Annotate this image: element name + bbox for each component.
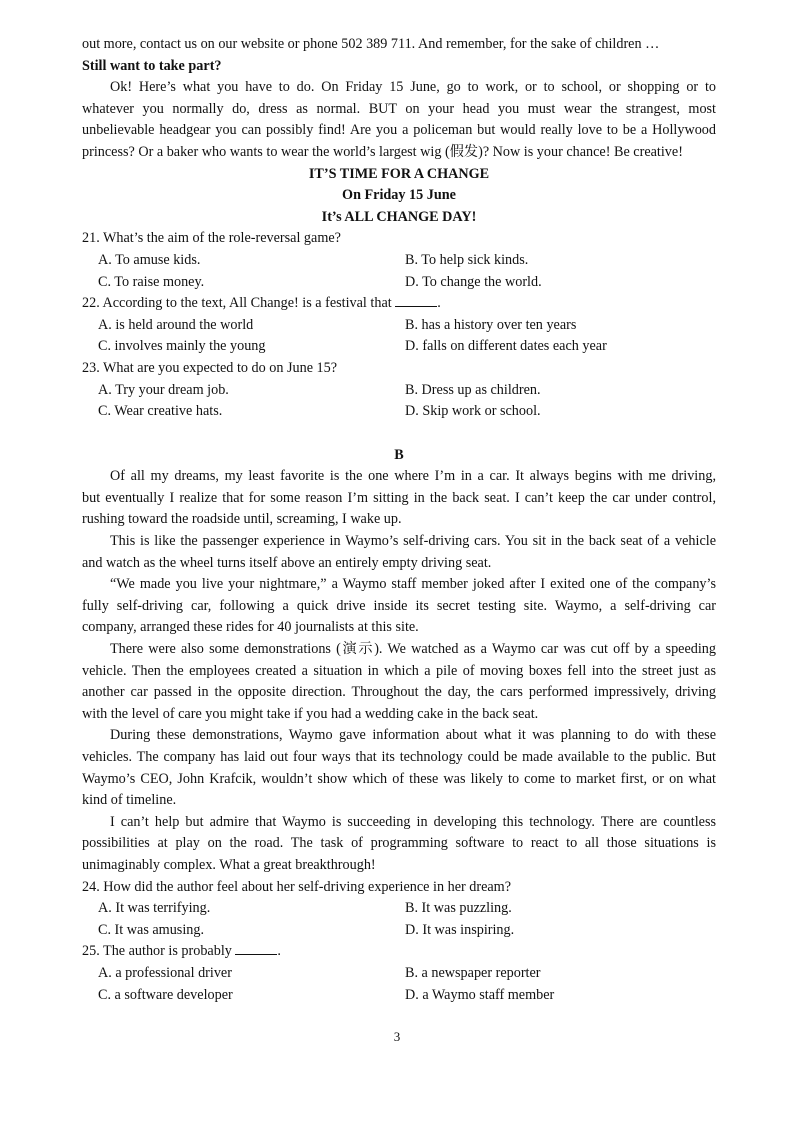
passage-b-line: I can’t help but admire that Waymo is succeeding in developing this technology. There are countless bbox=[110, 813, 716, 830]
question-stem bbox=[82, 293, 716, 315]
passage-b-line: and watch as the wheel turns itself above an entirely empty driving seat. bbox=[82, 554, 492, 571]
option-c: C. To raise money. bbox=[98, 273, 205, 290]
passage-a-line: whatever you normally do, dress as normal. BUT on your head you must wear the strangest, most bbox=[82, 100, 716, 117]
question-22 bbox=[82, 293, 716, 358]
option-c: C. a software developer bbox=[98, 986, 233, 1003]
passage-a-line: princess? Or a baker who wants to wear the world’s largest wig (假发)? Now is your chance! Be creative! bbox=[82, 143, 683, 160]
option-d: D. Skip work or school. bbox=[405, 403, 541, 420]
question-stem-text: 22. According to the text, All Change! is a festival that bbox=[82, 295, 392, 312]
section-letter: B bbox=[394, 446, 404, 463]
option-c: C. Wear creative hats. bbox=[98, 403, 223, 420]
passage-b-line: with the level of care you might take if you had a wedding cake in the back seat. bbox=[82, 705, 539, 722]
option-d: D. It was inspiring. bbox=[405, 921, 515, 938]
option-b: B. To help sick kinds. bbox=[405, 251, 529, 268]
passage-b-line: rushing toward the roadside until, screaming, I wake up. bbox=[82, 511, 402, 528]
option-b: B. Dress up as children. bbox=[405, 381, 541, 398]
option-a: A. is held around the world bbox=[98, 316, 254, 333]
passage-a-line: out more, contact us on our website or phone 502 389 711. And remember, for the sake of children … bbox=[82, 36, 660, 52]
passage-b-line: “We made you live your nightmare,” a Waymo staff member joked after I exited one of the company’s bbox=[110, 576, 716, 593]
question-stem-end: . bbox=[437, 295, 441, 312]
option-a: A. It was terrifying. bbox=[98, 900, 211, 917]
passage-b-paragraph-5 bbox=[82, 725, 716, 811]
passage-a-line: unbelievable headgear you can possibly find! Are you a policeman but would really love to be a Hollywood bbox=[82, 122, 716, 139]
passage-b-line: vehicle. Then the employees created a situation in which a pile of moving boxes fell into the street just as bbox=[82, 662, 716, 679]
passage-b-line: unimaginably complex. What a great breakthrough! bbox=[82, 856, 376, 873]
question-stem-text: 25. The author is probably bbox=[82, 943, 232, 960]
option-c: C. involves mainly the young bbox=[98, 338, 266, 355]
passage-b-paragraph-6 bbox=[82, 812, 716, 877]
passage-b-line: company, arranged these rides for 40 journalists at this site. bbox=[82, 619, 419, 636]
option-d: D. To change the world. bbox=[405, 273, 542, 290]
passage-b-line: During these demonstrations, Waymo gave information about what it was planning to do with these bbox=[110, 727, 716, 744]
slogan-line: It’s ALL CHANGE DAY! bbox=[321, 208, 477, 225]
passage-b-line: kind of timeline. bbox=[82, 792, 177, 809]
question-stem-end: . bbox=[277, 943, 281, 960]
passage-b-line: There were also some demonstrations (演示). We watched as a Waymo car was cut off by a speeding bbox=[110, 641, 716, 658]
subheading: Still want to take part? bbox=[82, 57, 222, 74]
option-d: D. a Waymo staff member bbox=[405, 986, 555, 1003]
passage-b-line: possibilities at play on the road. The task of programming software to react to all those situations is bbox=[82, 835, 716, 852]
passage-b-paragraph-3 bbox=[82, 574, 716, 639]
passage-b-paragraph-2 bbox=[82, 531, 716, 574]
passage-b-line: but eventually I realize that for some reason I’m sitting in the back seat. I can’t keep the car under control, bbox=[82, 489, 716, 506]
passage-b-line: This is like the passenger experience in Waymo’s self-driving cars. You sit in the back seat of a vehicle bbox=[110, 533, 716, 550]
question-21 bbox=[82, 228, 716, 293]
answer-blank bbox=[235, 942, 277, 955]
question-stem: 24. How did the author feel about her self-driving experience in her dream? bbox=[82, 878, 512, 895]
question-25 bbox=[82, 941, 716, 1006]
question-23 bbox=[82, 358, 716, 423]
option-a: A. a professional driver bbox=[98, 964, 232, 981]
passage-b-line: another car passed in the opposite direction. Throughout the day, the cars performed impressively, driving bbox=[82, 684, 716, 701]
passage-b-paragraph-4 bbox=[82, 639, 716, 725]
question-24 bbox=[82, 877, 716, 942]
exam-page bbox=[82, 34, 716, 1006]
option-b: B. has a history over ten years bbox=[405, 316, 577, 333]
option-a: A. To amuse kids. bbox=[98, 251, 201, 268]
passage-b-line: Of all my dreams, my least favorite is the one where I’m in a car. It always begins with me driving, bbox=[110, 468, 716, 485]
passage-b-line: fully self-driving car, following a quick drive inside its secret testing site. Waymo, a self-driving car bbox=[82, 597, 716, 614]
option-b: B. a newspaper reporter bbox=[405, 964, 541, 981]
question-stem bbox=[82, 941, 716, 963]
option-b: B. It was puzzling. bbox=[405, 900, 512, 917]
page-number: 3 bbox=[393, 1029, 401, 1044]
question-stem: 23. What are you expected to do on June 15? bbox=[82, 359, 338, 376]
slogan-line: IT’S TIME FOR A CHANGE bbox=[308, 165, 490, 182]
passage-b-line: Waymo’s CEO, John Krafcik, wouldn’t show which of these was likely to come to market first, or on what bbox=[82, 770, 716, 787]
option-d: D. falls on different dates each year bbox=[405, 338, 607, 355]
question-stem: 21. What’s the aim of the role-reversal game? bbox=[82, 230, 341, 247]
option-a: A. Try your dream job. bbox=[98, 381, 229, 398]
passage-a-line: Ok! Here’s what you have to do. On Friday 15 June, go to work, or to school, or shopping or to bbox=[110, 79, 716, 96]
slogan-line: On Friday 15 June bbox=[342, 187, 456, 204]
passage-b-line: vehicles. The company has laid out four ways that its technology could be made available to the public. But bbox=[82, 749, 716, 765]
passage-b-paragraph-1 bbox=[82, 466, 716, 531]
answer-blank bbox=[395, 294, 437, 307]
option-c: C. It was amusing. bbox=[98, 921, 205, 938]
